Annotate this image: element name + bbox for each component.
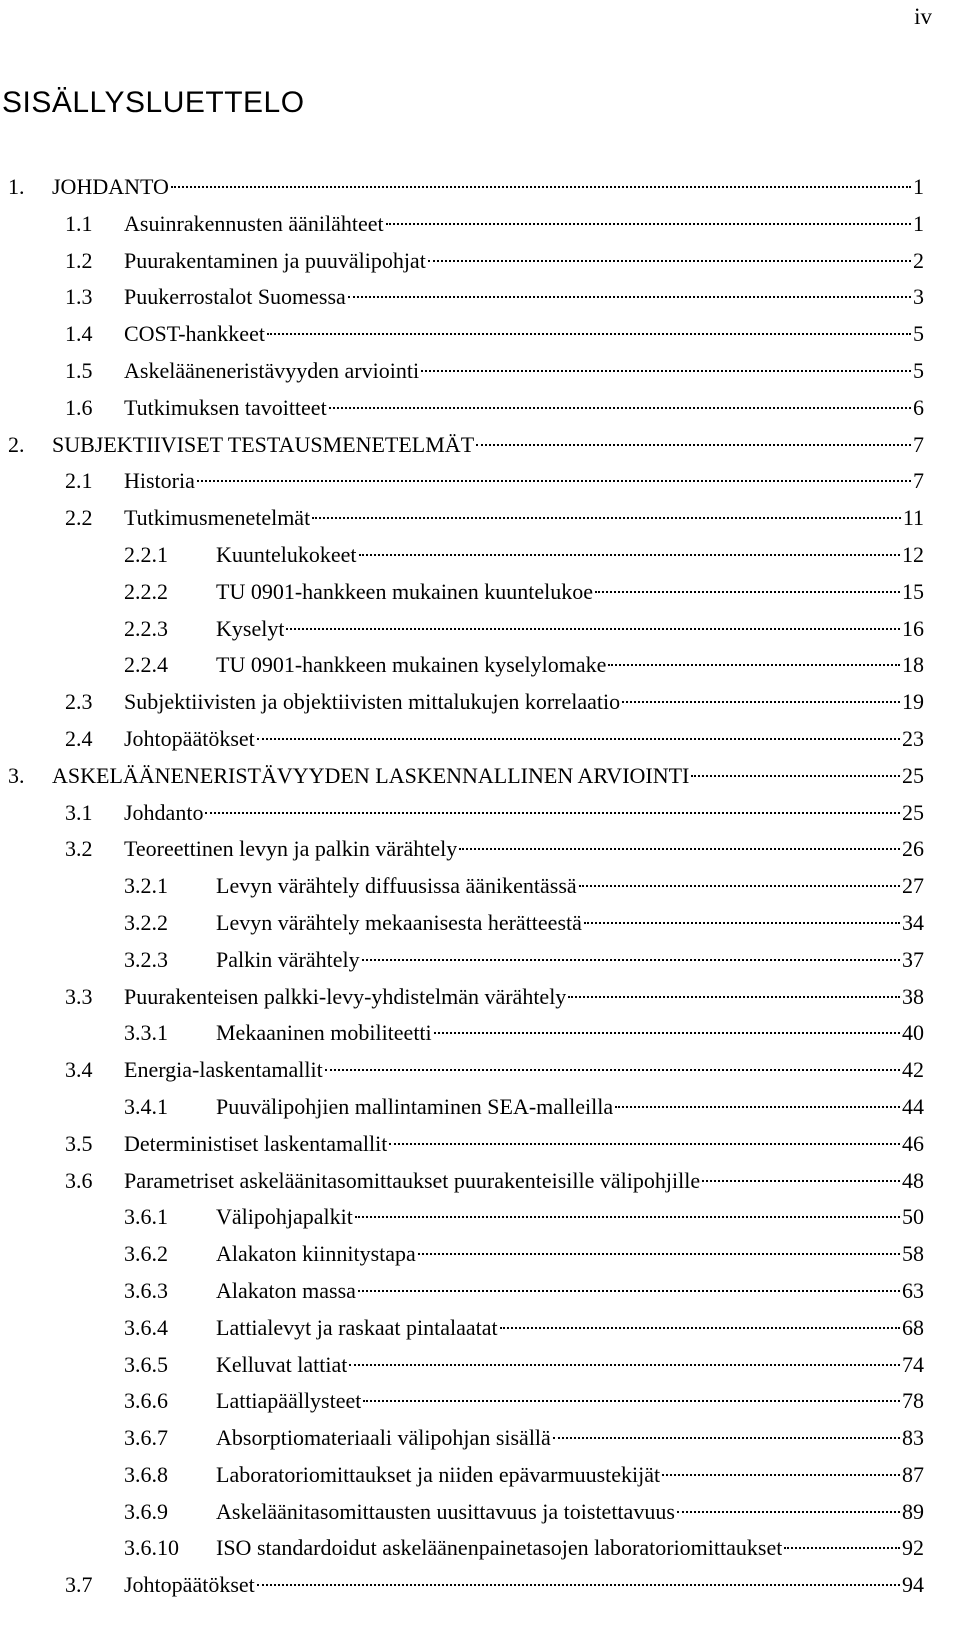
toc-entry-line xyxy=(124,245,924,277)
toc-entry[interactable] xyxy=(0,1017,960,1054)
toc-entry-title: Deterministiset laskentamallit xyxy=(124,1130,388,1156)
toc-entry[interactable] xyxy=(0,539,960,576)
toc-entry-title: Palkin värähtely xyxy=(216,946,360,972)
toc-entry-line xyxy=(124,502,924,534)
toc-entry-page: 7 xyxy=(913,431,924,457)
toc-entry-line xyxy=(216,1275,924,1307)
toc-entry-title: TU 0901-hankkeen mukainen kuuntelukoe xyxy=(216,578,593,604)
toc-entry-page: 27 xyxy=(902,873,924,899)
toc-entry-line xyxy=(124,1128,924,1160)
dot-leader xyxy=(286,628,900,630)
toc-entry[interactable] xyxy=(0,1054,960,1091)
toc-entry-page: 19 xyxy=(902,689,924,715)
toc-entry-line xyxy=(124,686,924,718)
toc-entry-line xyxy=(52,171,924,203)
toc-entry-line xyxy=(124,833,924,865)
dot-leader xyxy=(784,1547,900,1549)
toc-entry-line xyxy=(124,1054,924,1086)
toc-entry-number: 1.2 xyxy=(65,247,93,273)
toc-entry[interactable] xyxy=(0,1238,960,1275)
toc-entry-line xyxy=(216,613,924,645)
toc-entry-page: 44 xyxy=(902,1093,924,1119)
toc-entry-page: 50 xyxy=(902,1204,924,1230)
toc-entry-title: Lattiapäällysteet xyxy=(216,1388,362,1414)
toc-entry-line xyxy=(124,797,924,829)
toc-entry-page: 46 xyxy=(902,1130,924,1156)
toc-entry-title: JOHDANTO xyxy=(52,174,169,199)
toc-entry[interactable] xyxy=(0,1165,960,1202)
toc-entry-page: 11 xyxy=(902,505,924,531)
dot-leader xyxy=(257,1584,900,1586)
toc-entry-title: Askelääneneristävyyden arviointi xyxy=(124,357,420,383)
toc-entry-title: Kuuntelukokeet xyxy=(216,541,357,567)
toc-entry-title: Askeläänitasomittausten uusittavuus ja toistettavuus xyxy=(216,1498,675,1524)
toc-entry-title: Absorptiomateriaali välipohjan sisällä xyxy=(216,1425,551,1451)
toc-entry[interactable] xyxy=(0,981,960,1018)
toc-entry-line xyxy=(216,1017,924,1049)
toc-entry-number: 2. xyxy=(8,431,25,457)
dot-leader xyxy=(662,1474,900,1476)
toc-entry[interactable] xyxy=(0,208,960,245)
toc-entry-page: 1 xyxy=(913,210,924,236)
toc-entry[interactable] xyxy=(0,465,960,502)
toc-entry-line xyxy=(216,1385,924,1417)
toc-entry-line xyxy=(216,1422,924,1454)
toc-entry-line xyxy=(216,944,924,976)
toc-entry-title: Kyselyt xyxy=(216,615,285,641)
toc-entry-title: COST-hankkeet xyxy=(124,321,265,347)
dot-leader xyxy=(434,1032,900,1034)
dot-leader xyxy=(349,1364,900,1366)
table-of-contents xyxy=(0,171,960,1606)
toc-entry-title: Levyn värähtely mekaanisesta herätteestä xyxy=(216,909,582,935)
toc-entry-page: 40 xyxy=(902,1020,924,1046)
toc-entry[interactable] xyxy=(0,245,960,282)
toc-entry-number: 3.6 xyxy=(65,1167,93,1193)
toc-entry-number: 2.2 xyxy=(65,505,93,531)
toc-entry[interactable] xyxy=(0,1459,960,1496)
toc-entry[interactable] xyxy=(0,649,960,686)
toc-entry-number: 3.2 xyxy=(65,836,93,862)
dot-leader xyxy=(312,517,901,519)
toc-entry-line xyxy=(216,1496,924,1528)
toc-entry-number: 2.2.3 xyxy=(124,615,168,641)
toc-entry-number: 3.6.6 xyxy=(124,1388,168,1414)
toc-entry-title: Levyn värähtely diffuusissa äänikentässä xyxy=(216,873,577,899)
toc-entry[interactable] xyxy=(0,392,960,429)
toc-entry-number: 3.2.2 xyxy=(124,909,168,935)
toc-entry-title: Alakaton kiinnitystapa xyxy=(216,1241,416,1267)
dot-leader xyxy=(363,1400,900,1402)
toc-entry-page: 15 xyxy=(902,578,924,604)
toc-entry-number: 3.6.7 xyxy=(124,1425,168,1451)
toc-entry-title: Johtopäätökset xyxy=(124,1572,255,1598)
dot-leader xyxy=(476,444,911,446)
toc-entry[interactable] xyxy=(0,907,960,944)
dot-leader xyxy=(615,1106,900,1108)
toc-entry-page: 16 xyxy=(902,615,924,641)
toc-entry-number: 3.1 xyxy=(65,799,93,825)
toc-entry-title: Historia xyxy=(124,468,195,494)
toc-entry-number: 3.6.2 xyxy=(124,1241,168,1267)
toc-entry-page: 83 xyxy=(902,1425,924,1451)
toc-entry[interactable] xyxy=(0,723,960,760)
dot-leader xyxy=(418,1253,900,1255)
toc-entry-line xyxy=(216,1459,924,1491)
dot-leader xyxy=(691,775,900,777)
toc-entry[interactable] xyxy=(0,833,960,870)
toc-entry-number: 1. xyxy=(8,174,25,199)
toc-entry-title: Parametriset askeläänitasomittaukset puurakenteisille välipohjille xyxy=(124,1167,701,1193)
toc-entry-title: Johtopäätökset xyxy=(124,725,255,751)
toc-entry-page: 63 xyxy=(902,1277,924,1303)
toc-entry-page: 12 xyxy=(902,541,924,567)
dot-leader xyxy=(171,186,911,188)
toc-entry-page: 42 xyxy=(902,1057,924,1083)
toc-entry-title: Puuvälipohjien mallintaminen SEA-malleilla xyxy=(216,1093,614,1119)
dot-leader xyxy=(428,260,911,262)
toc-entry-number: 1.3 xyxy=(65,284,93,310)
toc-entry-title: SUBJEKTIIVISET TESTAUSMENETELMÄT xyxy=(52,431,475,457)
toc-entry-title: TU 0901-hankkeen mukainen kyselylomake xyxy=(216,652,607,678)
toc-entry-title: ISO standardoidut askeläänenpainetasojen laboratoriomittaukset xyxy=(216,1535,783,1561)
toc-entry-page: 7 xyxy=(913,468,924,494)
toc-entry-page: 87 xyxy=(902,1461,924,1487)
toc-entry-number: 3. xyxy=(8,762,25,788)
dot-leader xyxy=(579,885,900,887)
toc-entry-number: 1.6 xyxy=(65,394,93,420)
toc-entry-title: Puukerrostalot Suomessa xyxy=(124,284,346,310)
toc-entry[interactable] xyxy=(0,576,960,613)
toc-entry-title: Asuinrakennusten äänilähteet xyxy=(124,210,384,236)
toc-entry-line xyxy=(52,429,924,461)
toc-entry-line xyxy=(124,281,924,313)
dot-leader xyxy=(205,812,900,814)
toc-entry-title: Teoreettinen levyn ja palkin värähtely xyxy=(124,836,458,862)
toc-entry-title: Mekaaninen mobiliteetti xyxy=(216,1020,432,1046)
toc-entry-title: Kelluvat lattiat xyxy=(216,1351,348,1377)
dot-leader xyxy=(584,922,900,924)
page-number: iv xyxy=(914,4,932,29)
toc-entry-line xyxy=(124,355,924,387)
toc-entry-title: Välipohjapalkit xyxy=(216,1204,353,1230)
toc-entry-number: 3.3 xyxy=(65,983,93,1009)
toc-entry-page: 5 xyxy=(913,357,924,383)
toc-entry-page: 78 xyxy=(902,1388,924,1414)
toc-entry-title: ASKELÄÄNENERISTÄVYYDEN LASKENNALLINEN ARVIOINTI xyxy=(52,762,690,788)
toc-entry[interactable] xyxy=(0,1569,960,1606)
toc-entry-line xyxy=(124,723,924,755)
dot-leader xyxy=(197,480,911,482)
toc-entry-number: 2.2.1 xyxy=(124,541,168,567)
toc-entry-line xyxy=(52,760,924,792)
toc-entry-number: 3.6.10 xyxy=(124,1535,179,1561)
toc-entry-title: Tutkimusmenetelmät xyxy=(124,505,311,531)
toc-entry-line xyxy=(216,576,924,608)
toc-entry-page: 26 xyxy=(902,836,924,862)
toc-entry[interactable] xyxy=(0,429,960,466)
toc-entry-page: 25 xyxy=(902,762,924,788)
toc-entry-line xyxy=(124,208,924,240)
toc-entry[interactable] xyxy=(0,1275,960,1312)
toc-entry-number: 2.4 xyxy=(65,725,93,751)
toc-entry-page: 1 xyxy=(913,174,924,199)
toc-entry-number: 3.6.9 xyxy=(124,1498,168,1524)
toc-entry-page: 18 xyxy=(902,652,924,678)
toc-entry-number: 1.5 xyxy=(65,357,93,383)
toc-entry[interactable] xyxy=(0,355,960,392)
dot-leader xyxy=(500,1327,900,1329)
toc-entry-number: 3.4 xyxy=(65,1057,93,1083)
toc-entry[interactable] xyxy=(0,318,960,355)
dot-leader xyxy=(359,554,900,556)
toc-entry-number: 1.1 xyxy=(65,210,93,236)
toc-entry-page: 23 xyxy=(902,725,924,751)
toc-entry-line xyxy=(124,1569,924,1601)
toc-entry-number: 2.2.2 xyxy=(124,578,168,604)
toc-entry-page: 2 xyxy=(913,247,924,273)
toc-entry-title: Lattialevyt ja raskaat pintalaatat xyxy=(216,1314,498,1340)
dot-leader xyxy=(553,1437,900,1439)
toc-entry[interactable] xyxy=(0,1201,960,1238)
toc-entry[interactable] xyxy=(0,944,960,981)
toc-entry-page: 89 xyxy=(902,1498,924,1524)
toc-entry-line xyxy=(124,392,924,424)
toc-entry-line xyxy=(124,981,924,1013)
dot-leader xyxy=(267,333,911,335)
toc-entry-number: 3.6.8 xyxy=(124,1461,168,1487)
dot-leader xyxy=(348,296,911,298)
toc-entry[interactable] xyxy=(0,1496,960,1533)
toc-entry-title: Tutkimuksen tavoitteet xyxy=(124,394,327,420)
toc-entry[interactable] xyxy=(0,1312,960,1349)
toc-entry-page: 68 xyxy=(902,1314,924,1340)
toc-entry[interactable] xyxy=(0,502,960,539)
toc-entry[interactable] xyxy=(0,613,960,650)
dot-leader xyxy=(389,1143,900,1145)
toc-entry-line xyxy=(124,1165,924,1197)
toc-entry-title: Laboratoriomittaukset ja niiden epävarmuustekijät xyxy=(216,1461,661,1487)
toc-entry-number: 3.3.1 xyxy=(124,1020,168,1046)
dot-leader xyxy=(702,1180,900,1182)
toc-entry[interactable] xyxy=(0,171,960,208)
toc-entry-line xyxy=(216,539,924,571)
toc-entry-line xyxy=(216,1238,924,1270)
toc-entry-number: 3.6.4 xyxy=(124,1314,168,1340)
dot-leader xyxy=(421,370,911,372)
toc-entry-number: 1.4 xyxy=(65,321,93,347)
dot-leader xyxy=(622,701,900,703)
toc-entry[interactable] xyxy=(0,1422,960,1459)
dot-leader xyxy=(329,407,911,409)
dot-leader xyxy=(608,664,900,666)
dot-leader xyxy=(325,1069,900,1071)
toc-entry-page: 34 xyxy=(902,909,924,935)
page-title: SISÄLLYSLUETTELO xyxy=(2,86,305,119)
toc-entry-line xyxy=(216,907,924,939)
dot-leader xyxy=(257,738,900,740)
toc-entry-page: 48 xyxy=(902,1167,924,1193)
toc-entry-line xyxy=(216,649,924,681)
toc-entry-number: 2.1 xyxy=(65,468,93,494)
toc-entry-page: 74 xyxy=(902,1351,924,1377)
toc-entry[interactable] xyxy=(0,1128,960,1165)
dot-leader xyxy=(595,591,900,593)
toc-entry[interactable] xyxy=(0,870,960,907)
dot-leader xyxy=(459,848,900,850)
toc-entry[interactable] xyxy=(0,797,960,834)
toc-entry-page: 92 xyxy=(902,1535,924,1561)
toc-entry-number: 3.6.5 xyxy=(124,1351,168,1377)
toc-entry-page: 38 xyxy=(902,983,924,1009)
toc-entry-page: 58 xyxy=(902,1241,924,1267)
toc-entry-number: 3.4.1 xyxy=(124,1093,168,1119)
toc-entry-number: 3.6.1 xyxy=(124,1204,168,1230)
dot-leader xyxy=(362,959,900,961)
toc-entry-number: 3.5 xyxy=(65,1130,93,1156)
dot-leader xyxy=(386,223,911,225)
toc-entry-page: 37 xyxy=(902,946,924,972)
toc-entry-number: 2.3 xyxy=(65,689,93,715)
toc-entry[interactable] xyxy=(0,686,960,723)
toc-entry-line xyxy=(216,1312,924,1344)
toc-entry-title: Puurakenteisen palkki-levy-yhdistelmän värähtely xyxy=(124,983,567,1009)
toc-entry-line xyxy=(124,318,924,350)
toc-entry-page: 6 xyxy=(913,394,924,420)
toc-entry-title: Puurakentaminen ja puuvälipohjat xyxy=(124,247,426,273)
toc-entry-page: 3 xyxy=(913,284,924,310)
toc-entry-number: 3.6.3 xyxy=(124,1277,168,1303)
toc-entry[interactable] xyxy=(0,281,960,318)
toc-entry-line xyxy=(216,1532,924,1564)
toc-entry-title: Johdanto xyxy=(124,799,204,825)
toc-entry-page: 94 xyxy=(902,1572,924,1598)
toc-entry[interactable] xyxy=(0,760,960,797)
toc-entry-line xyxy=(216,1201,924,1233)
toc-entry-line xyxy=(216,870,924,902)
toc-entry-page: 25 xyxy=(902,799,924,825)
toc-entry-title: Alakaton massa xyxy=(216,1277,356,1303)
toc-entry-line xyxy=(216,1091,924,1123)
dot-leader xyxy=(358,1290,900,1292)
dot-leader xyxy=(355,1216,900,1218)
toc-entry-title: Energia-laskentamallit xyxy=(124,1057,323,1083)
toc-entry-number: 2.2.4 xyxy=(124,652,168,678)
toc-entry-title: Subjektiivisten ja objektiivisten mittalukujen korrelaatio xyxy=(124,689,621,715)
toc-entry-line xyxy=(216,1349,924,1381)
toc-entry-page: 5 xyxy=(913,321,924,347)
toc-entry-line xyxy=(124,465,924,497)
dot-leader xyxy=(677,1511,900,1513)
toc-entry-number: 3.2.1 xyxy=(124,873,168,899)
toc-entry[interactable] xyxy=(0,1385,960,1422)
toc-entry-number: 3.2.3 xyxy=(124,946,168,972)
toc-entry[interactable] xyxy=(0,1532,960,1569)
toc-entry-number: 3.7 xyxy=(65,1572,93,1598)
toc-entry[interactable] xyxy=(0,1349,960,1386)
dot-leader xyxy=(568,996,900,998)
toc-entry[interactable] xyxy=(0,1091,960,1128)
